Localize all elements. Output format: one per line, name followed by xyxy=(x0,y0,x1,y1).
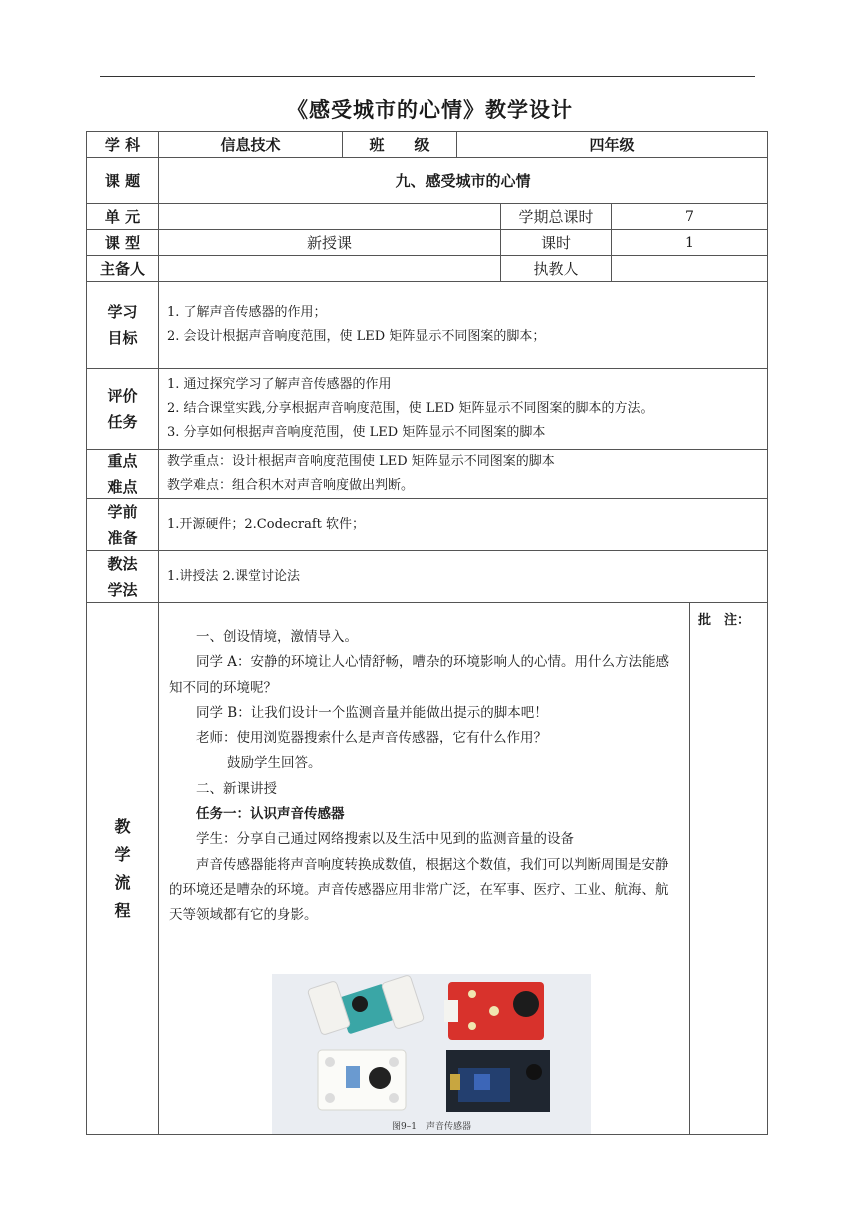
process-paragraph: 老师：使用浏览器搜索什么是声音传感器，它有什么作用？ xyxy=(196,730,547,747)
process-paragraph: 鼓励学生回答。 xyxy=(227,755,322,772)
methods-content xyxy=(158,550,768,603)
subject-label: 学 科 xyxy=(86,131,159,158)
key-point-item: 教学重点：设计根据声音响度范围使 LED 矩阵显示不同图案的脚本 xyxy=(167,454,555,469)
header-rule xyxy=(100,76,755,77)
subject-value: 信息技术 xyxy=(158,131,343,158)
evaluation-label: 评价 任务 xyxy=(86,368,159,450)
key-points-label: 重点 难点 xyxy=(86,449,159,499)
objective-item: 1. 了解声音传感器的作用； xyxy=(167,305,327,320)
preparation-content xyxy=(158,498,768,551)
process-paragraph: 同学 A：安静的环境让人心情舒畅，嘈杂的环境影响人的心情。用什么方法能感知不同的环境呢？ xyxy=(169,654,670,696)
unit-value xyxy=(158,203,501,230)
class-value: 四年级 xyxy=(456,131,768,158)
period-label: 课时 xyxy=(500,229,612,256)
evaluation-item: 1. 通过探究学习了解声音传感器的作用 xyxy=(167,377,392,392)
evaluation-item: 3. 分享如何根据声音响度范围，使 LED 矩阵显示不同图案的脚本 xyxy=(167,425,546,440)
notes-column xyxy=(689,602,768,1135)
sensor-module-2 xyxy=(444,982,544,1040)
methods-label: 教法 学法 xyxy=(86,550,159,603)
term-hours-label: 学期总课时 xyxy=(500,203,612,230)
preparation-label: 学前 准备 xyxy=(86,498,159,551)
process-paragraph: 学生：分享自己通过网络搜索以及生活中见到的监测音量的设备 xyxy=(196,831,574,848)
evaluation-item: 2. 结合课堂实践,分享根据声音响度范围，使 LED 矩阵显示不同图案的脚本的方法。 xyxy=(167,401,654,416)
evaluation-content xyxy=(158,368,768,450)
type-label: 课 型 xyxy=(86,229,159,256)
unit-label: 单 元 xyxy=(86,203,159,230)
document-title: 《感受城市的心情》教学设计 xyxy=(287,98,573,122)
task-heading: 任务一：认识声音传感器 xyxy=(196,806,345,823)
sensor-module-3 xyxy=(318,1050,406,1110)
figure-caption: 图9–1 声音传感器 xyxy=(392,1122,471,1132)
process-paragraph: 声音传感器能将声音响度转换成数值，根据这个数值，我们可以判断周围是安静的环境还是嘈杂的环境。声音传感器应用非常广泛，在军事、医疗、工业、航海、航天等领域都有它的身影。 xyxy=(169,856,669,924)
key-points-content xyxy=(158,449,768,499)
objectives-label: 学习 目标 xyxy=(86,281,159,369)
preparer-value xyxy=(158,255,501,282)
sensor-module-4 xyxy=(446,1050,550,1112)
objectives-content xyxy=(158,281,768,369)
process-label: 教 学 流 程 xyxy=(86,602,159,1135)
preparation-text: 1.开源硬件；2.Codecraft 软件； xyxy=(167,516,366,532)
period-value: 1 xyxy=(611,229,768,256)
sound-sensor-figure xyxy=(272,974,591,1134)
notes-label: 批 注： xyxy=(698,613,751,628)
process-paragraph: 二、新课讲授 xyxy=(196,780,277,797)
sensor-module-1 xyxy=(307,975,424,1036)
key-point-item: 教学难点：组合积木对声音响度做出判断。 xyxy=(167,478,415,493)
topic-value: 九、感受城市的心情 xyxy=(158,157,768,204)
sound-sensor-photos xyxy=(272,974,591,1134)
class-label: 班 级 xyxy=(342,131,457,158)
topic-label: 课 题 xyxy=(86,157,159,204)
objective-item: 2. 会设计根据声音响度范围，使 LED 矩阵显示不同图案的脚本； xyxy=(167,329,546,344)
process-paragraph: 一、创设情境，激情导入。 xyxy=(196,629,358,645)
term-hours-value: 7 xyxy=(611,203,768,230)
teacher-value xyxy=(611,255,768,282)
preparer-label: 主备人 xyxy=(86,255,159,282)
process-paragraph: 同学 B：让我们设计一个监测音量并能做出提示的脚本吧！ xyxy=(196,704,548,721)
teacher-label: 执教人 xyxy=(500,255,612,282)
type-value: 新授课 xyxy=(158,229,501,256)
methods-text: 1.讲授法 2.课堂讨论法 xyxy=(167,568,300,584)
